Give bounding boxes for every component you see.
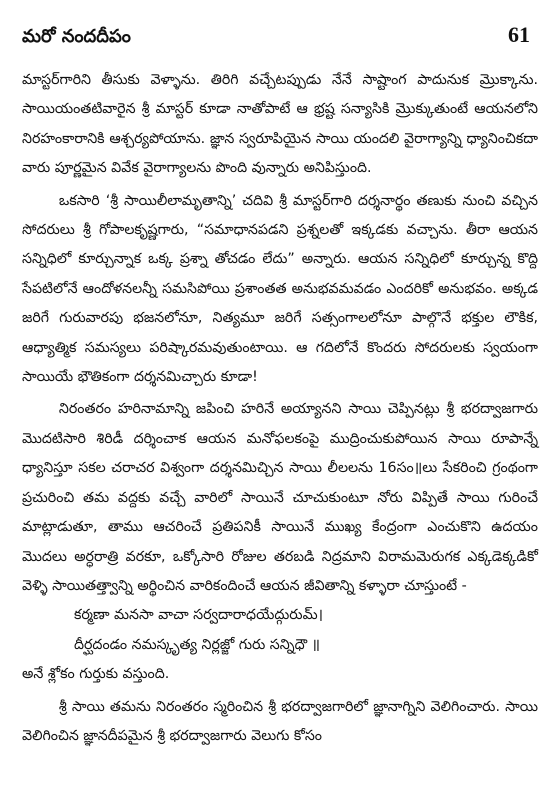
paragraph-2: ఒకసారి ‘శ్రీ సాయిలీలామృతాన్ని’ చదివి శ్రీ మాస్టర్‌గారి దర్శనార్థం తణుకు నుంచి వచ్చిన సోదరులు శ్రీ గోపాలకృష్ణగారు, “సమాధానపడని ప్రశ్నలతో ఇక్కడకు వచ్చాను. తీరా ఆయన సన్నిధిలో కూర్చున్నాక ఒక్క ప్రశ్నా తోచడం లేదు” అన్నారు. ఆయన సన్నిధిలో కూర్చున్న కొద్ది సేపటిలోనే ఆందోళనలన్నీ సమసిపోయి ప్రశాంతత అనుభవమవడం ఎందరికో అనుభవం. అక్కడ జరిగే గురువారపు భజనలోనూ, నిత్యమూ జరిగే సత్సంగాలలోనూ పాల్గొనే భక్తుల లౌకిక, ఆధ్యాత్మిక సమస్యలు పరిష్కారమవుతుంటాయి. ఆ గదిలోనే కొందరు సోదరులకు స్వయంగా సాయియే భౌతికంగా దర్శనమిచ్చారు కూడా! xyxy=(22,192,538,386)
page-header xyxy=(22,22,538,66)
page-number: 61 xyxy=(508,22,530,47)
paragraph-3: నిరంతరం హరినామాన్ని జపించి హరినే అయ్యానని సాయి చెప్పినట్లు శ్రీ భరద్వాజగారు మొదటిసారి శిరిడీ దర్శించాక ఆయన మనోఫలకంపై ముద్రించుకుపోయిన సాయి రూపాన్నే ధ్యానిస్తూ సకల చరాచర విశ్వంగా దర్శనమిచ్చిన సాయి లీలలను 16సం॥లు సేకరించి గ్రంథంగా ప్రచురించి తమ వద్దకు వచ్చే వారిలో సాయినే చూచుకుంటూ నోరు విప్పితే సాయి గురించే మాట్లాడుతూ, తాము ఆచరించే ప్రతిపనికీ సాయినే ముఖ్య కేంద్రంగా ఎంచుకొని ఉదయం మొదలు అర్ధరాత్రి వరకూ, ఒక్కోసారి రోజుల తరబడి నిద్రమాని విరామమెరుగక ఎక్కడెక్కడికో వెళ్ళి సాయితత్త్వాన్ని అర్థించిన వారికందించే ఆయన జీవితాన్ని కళ్ళారా చూస్తుంటే - xyxy=(22,401,538,594)
running-title: మరో నందదీపం xyxy=(22,26,131,47)
after-verse-text: అనే శ్లోకం గుర్తుకు వస్తుంది. xyxy=(22,666,170,683)
paragraph-4: శ్రీ సాయి తమను నిరంతరం స్మరించిన శ్రీ భరద్వాజగారిలో జ్ఞానాగ్నిని వెలిగించారు. సాయి వెలిగించిన జ్ఞానదీపమైన శ్రీ భరద్వాజగారు వెలుగు కోసం xyxy=(22,698,538,744)
verse-line-2: దీర్ఘదండం నమస్కృత్య నిర్లజ్జో గురు సన్నిధౌ ॥ xyxy=(74,636,321,653)
page-body xyxy=(22,66,538,751)
paragraph-1: మాస్టర్‌గారిని తీసుకు వెళ్ళాను. తిరిగి వచ్చేటప్పుడు నేనే సాష్టాంగ పాదునుక మ్రొక్కాను. సాయియంతటివారైన శ్రీ మాస్టర్ కూడా నాతోపాటే ఆ భ్రష్ట సన్యాసికి మ్రొక్కుతుంటే ఆయనలోని నిరహంకారానికి ఆశ్చర్యపోయాను. జ్ఞాన స్వరూపియైన సాయి యందలి వైరాగ్యాన్ని ధ్యానించికదా వారు పూర్ణమైన వివేక వైరాగ్యాలను పొంది వున్నారు అనిపిస్తుంది. xyxy=(22,72,538,177)
verse-line-1: కర్మణా మనసా వాచా సర్వదారాధయేద్గురుమ్। xyxy=(74,607,323,624)
